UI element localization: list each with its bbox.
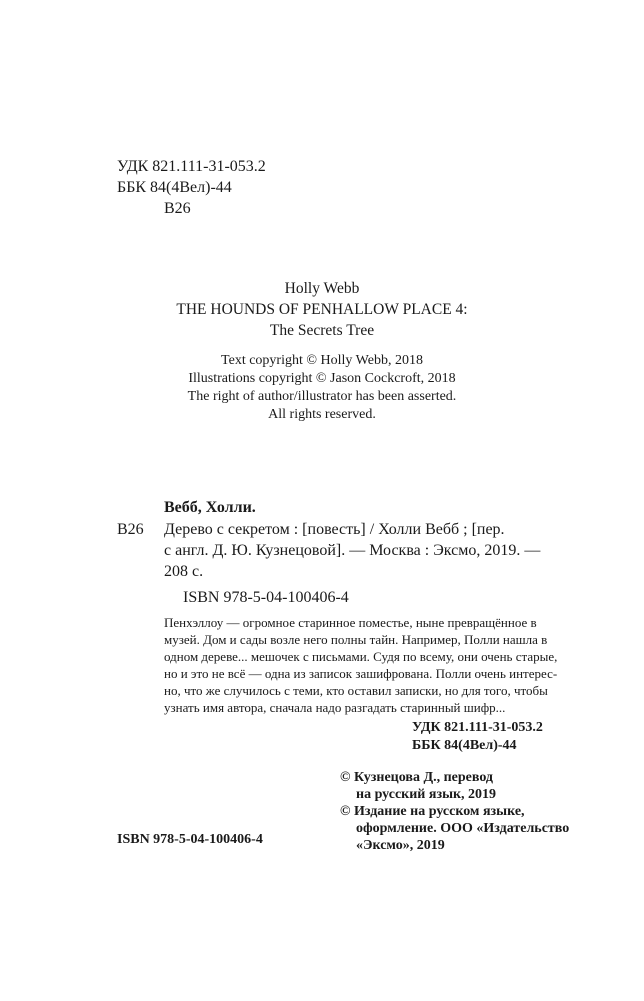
copyright-line-4: оформление. ООО «Издательство xyxy=(356,821,570,836)
card-code: В26 xyxy=(117,521,144,538)
top-bbk: ББК 84(4Вел)-44 xyxy=(117,179,232,196)
card-description-2: с англ. Д. Ю. Кузнецовой]. — Москва : Эксмо, 2019. — xyxy=(164,542,541,559)
card-heading: Вебб, Холли. xyxy=(164,499,256,516)
rights-line-2: Illustrations copyright © Jason Cockcroft, 2018 xyxy=(188,371,456,386)
rights-line-1: Text copyright © Holly Webb, 2018 xyxy=(221,353,423,368)
footer-isbn: ISBN 978-5-04-100406-4 xyxy=(117,832,263,847)
card-description-1: Дерево с секретом : [повесть] / Холли Вебб ; [пер. xyxy=(164,521,505,538)
annotation-line-2: музей. Дом и сады возле него полны тайн. Например, Полли нашла в xyxy=(164,632,548,647)
card-bbk: ББК 84(4Вел)-44 xyxy=(412,738,517,753)
card-isbn: ISBN 978-5-04-100406-4 xyxy=(183,589,349,606)
annotation-line-1: Пенхэллоу — огромное старинное поместье, ныне превращённое в xyxy=(164,615,537,630)
copyright-line-1: © Кузнецова Д., перевод xyxy=(340,770,494,785)
top-code: В26 xyxy=(164,200,191,217)
card-description-3: 208 с. xyxy=(164,563,204,580)
original-title: THE HOUNDS OF PENHALLOW PLACE 4: xyxy=(176,301,468,318)
copyright-line-2: на русский язык, 2019 xyxy=(356,787,497,802)
original-author: Holly Webb xyxy=(284,280,360,297)
top-udk: УДК 821.111-31-053.2 xyxy=(117,158,266,175)
rights-line-4: All rights reserved. xyxy=(268,407,376,422)
annotation-line-5: но, что же случилось с теми, кто оставил записки, но для того, чтобы xyxy=(164,683,548,698)
annotation-line-6: узнать имя автора, сначала надо разгадать старинный шифр... xyxy=(164,700,506,715)
annotation-line-3: одном дереве... мешочек с письмами. Судя по всему, они очень старые, xyxy=(164,649,558,664)
card-udk: УДК 821.111-31-053.2 xyxy=(412,720,543,735)
copyright-line-5: «Эксмо», 2019 xyxy=(356,838,445,853)
rights-line-3: The right of author/illustrator has been asserted. xyxy=(187,389,457,404)
copyright-line-3: © Издание на русском языке, xyxy=(340,804,525,819)
annotation-line-4: но и это не всё — одна из записок зашифрована. Полли очень интерес- xyxy=(164,666,558,681)
original-subtitle: The Secrets Tree xyxy=(269,322,375,339)
